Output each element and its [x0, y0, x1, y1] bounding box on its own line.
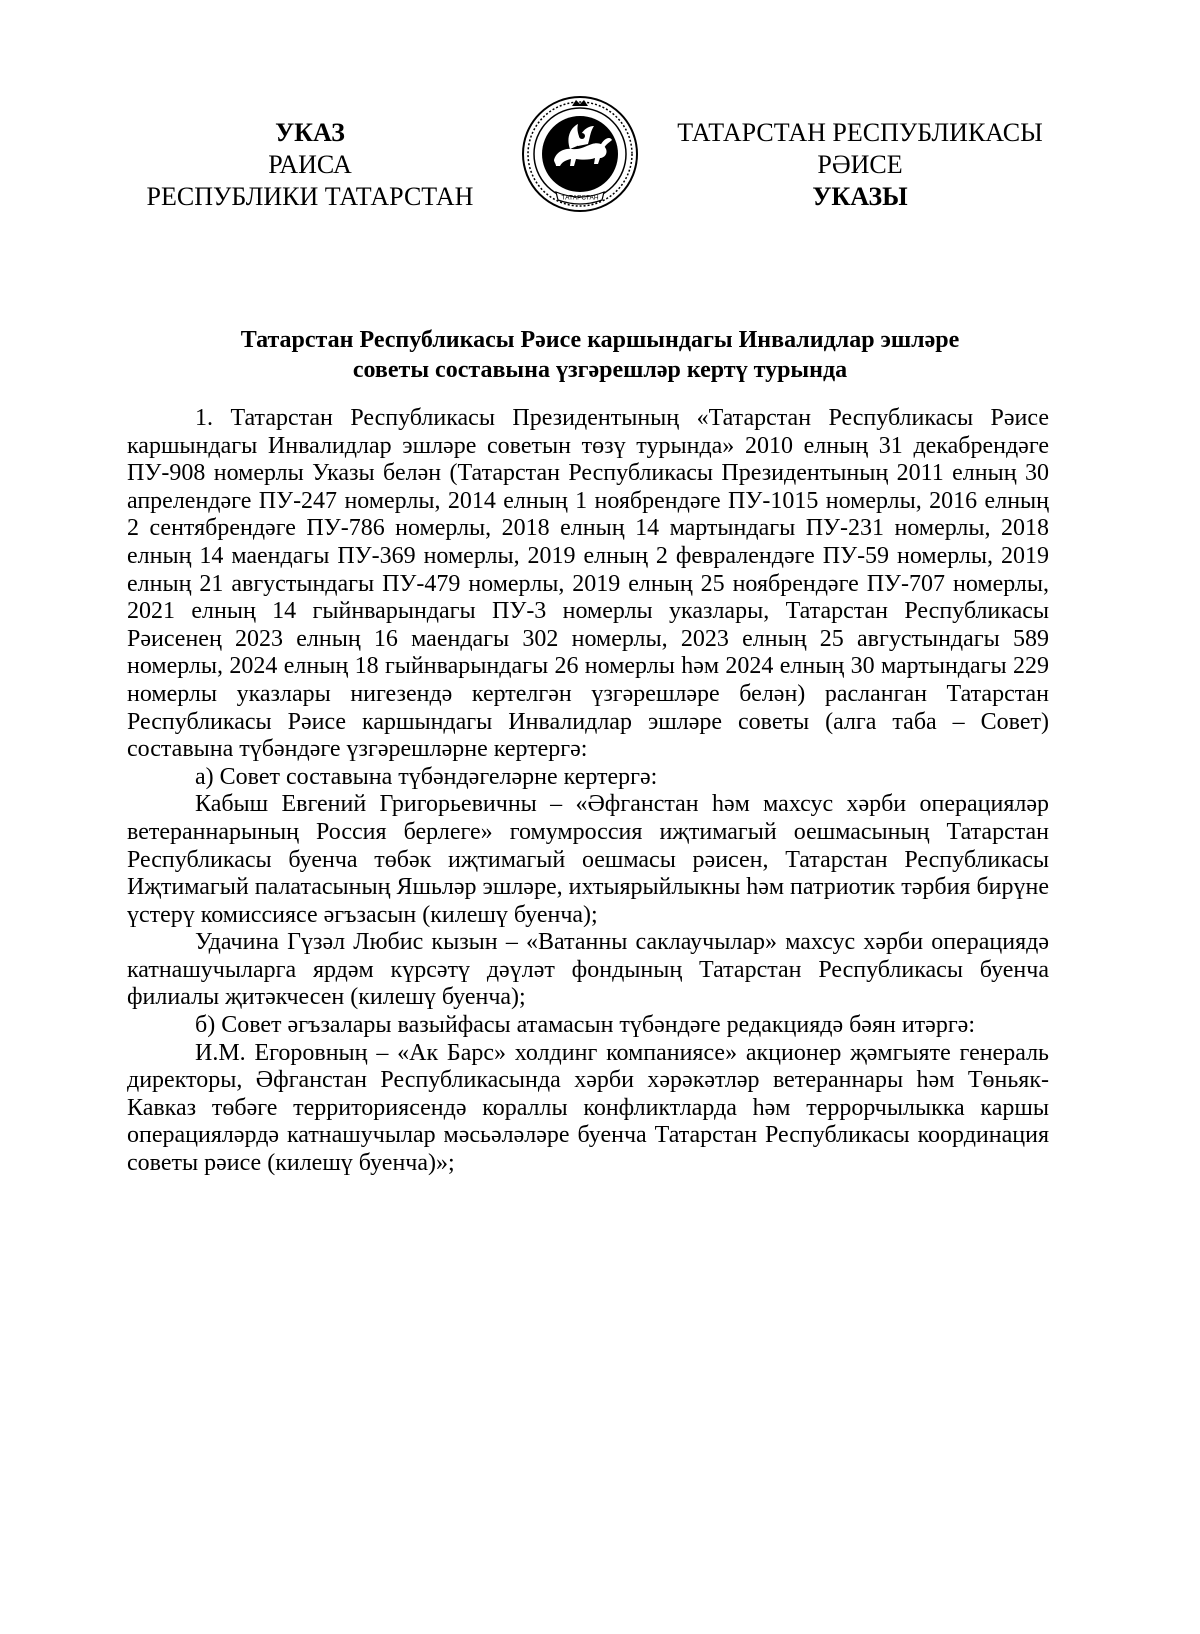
republic-label-tt: ТАТАРСТАН РЕСПУБЛИКАСЫ	[677, 118, 1043, 147]
republic-label-ru: РЕСПУБЛИКИ ТАТАРСТАН	[146, 182, 474, 211]
header-right-block	[660, 117, 1060, 213]
document-title	[130, 325, 1070, 385]
paragraph-member-udachina: Удачина Гүзәл Любис кызын – «Ватанны саклаучылар» махсус хәрби операциядә катнашучыларга ярдәм күрсәтү дәүләт фондының Татарстан Республикасы буенча филиалы җитәкчесен (килешү буенча);	[127, 929, 1049, 1011]
issuer-label-tt: РӘИСЕ	[817, 150, 903, 179]
decree-label-ru: УКАЗ	[275, 118, 345, 147]
paragraph-member-egorov: И.М. Егоровның – «Ак Барс» холдинг компаниясе» акционер җәмгыяте генераль директоры, Әфганстан Республикасында хәрби хәрәкәтләр ветераннары һәм Төньяк-Кавказ төбәге территориясендә кораллы конфликтларда һәм террорчылыкка каршы операцияләрдә катнашучылар мәсьәләләре буенча Татарстан Республикасы координация советы рәисе (килешү буенча)»;	[127, 1039, 1049, 1177]
header-left-block	[130, 117, 490, 213]
document-body	[127, 405, 1049, 1178]
paragraph-member-kabysh: Кабыш Евгений Григорьевичны – «Әфганстан һәм махсус хәрби операцияләр ветераннарының Россия берлеге» гомумроссия иҗтимагый оешмасының Татарстан Республикасы буенча төбәк иҗтимагый оешмасы рәисен, Татарстан Республикасы Иҗтимагый палатасының Яшьләр эшләре, ихтыярыйлыкны һәм патриотик тәрбия бирүне үстерү комиссиясе әгъзасын (килешү буенча);	[127, 791, 1049, 928]
document-title-line2: советы составына үзгәрешләр кертү турында	[352, 357, 848, 383]
tatarstan-coat-of-arms-icon	[520, 94, 640, 214]
paragraph-subitem-a: а) Совет составына түбәндәгеләрне кертергә:	[195, 763, 658, 790]
emblem-ribbon-text: ТАТАРСТАН	[561, 194, 599, 202]
paragraph-subitem-b: б) Совет әгъзалары вазыйфасы атамасын түбәндәге редакциядә бәян итәргә:	[195, 1012, 975, 1039]
document-title-line1: Татарстан Республикасы Рәисе каршындагы Инвалидлар эшләре	[240, 327, 960, 353]
decree-label-tt: УКАЗЫ	[812, 182, 908, 211]
issuer-label-ru: РАИСА	[268, 150, 352, 179]
paragraph-main-clause: 1. Татарстан Республикасы Президентының «Татарстан Республикасы Рәисе каршындагы Инвалидлар эшләре советын төзү турында» 2010 елның 31 декабрендәге ПУ-908 номерлы Указы белән (Татарстан Республикасы Президентының 2011 елның 30 апрелендәге ПУ-247 номерлы, 2014 елның 1 ноябрендәге ПУ-1015 номерлы, 2016 елның 2 сентябрендәге ПУ-786 номерлы, 2018 елның 14 мартындагы ПУ-231 номерлы, 2018 елның 14 маендагы ПУ-369 номерлы, 2019 елның 2 февралендәге ПУ-59 номерлы, 2019 елның 21 августындагы ПУ-479 номерлы, 2019 елның 25 ноябрендәге ПУ-707 номерлы, 2021 елның 14 гыйнварындагы ПУ-3 номерлы указлары, Татарстан Республикасы Рәисенең 2023 елның 16 маендагы 302 номерлы, 2023 елның 25 августындагы 589 номерлы, 2024 елның 18 гыйнварындагы 26 номерлы һәм 2024 елның 30 мартындагы 229 номерлы указлары нигезендә кертелгән үзгәрешләре белән) расланган Татарстан Республикасы Рәисе каршындагы Инвалидлар эшләре советы (алга таба – Совет) составына түбәндәге үзгәрешләрне кертергә:	[127, 405, 1049, 763]
